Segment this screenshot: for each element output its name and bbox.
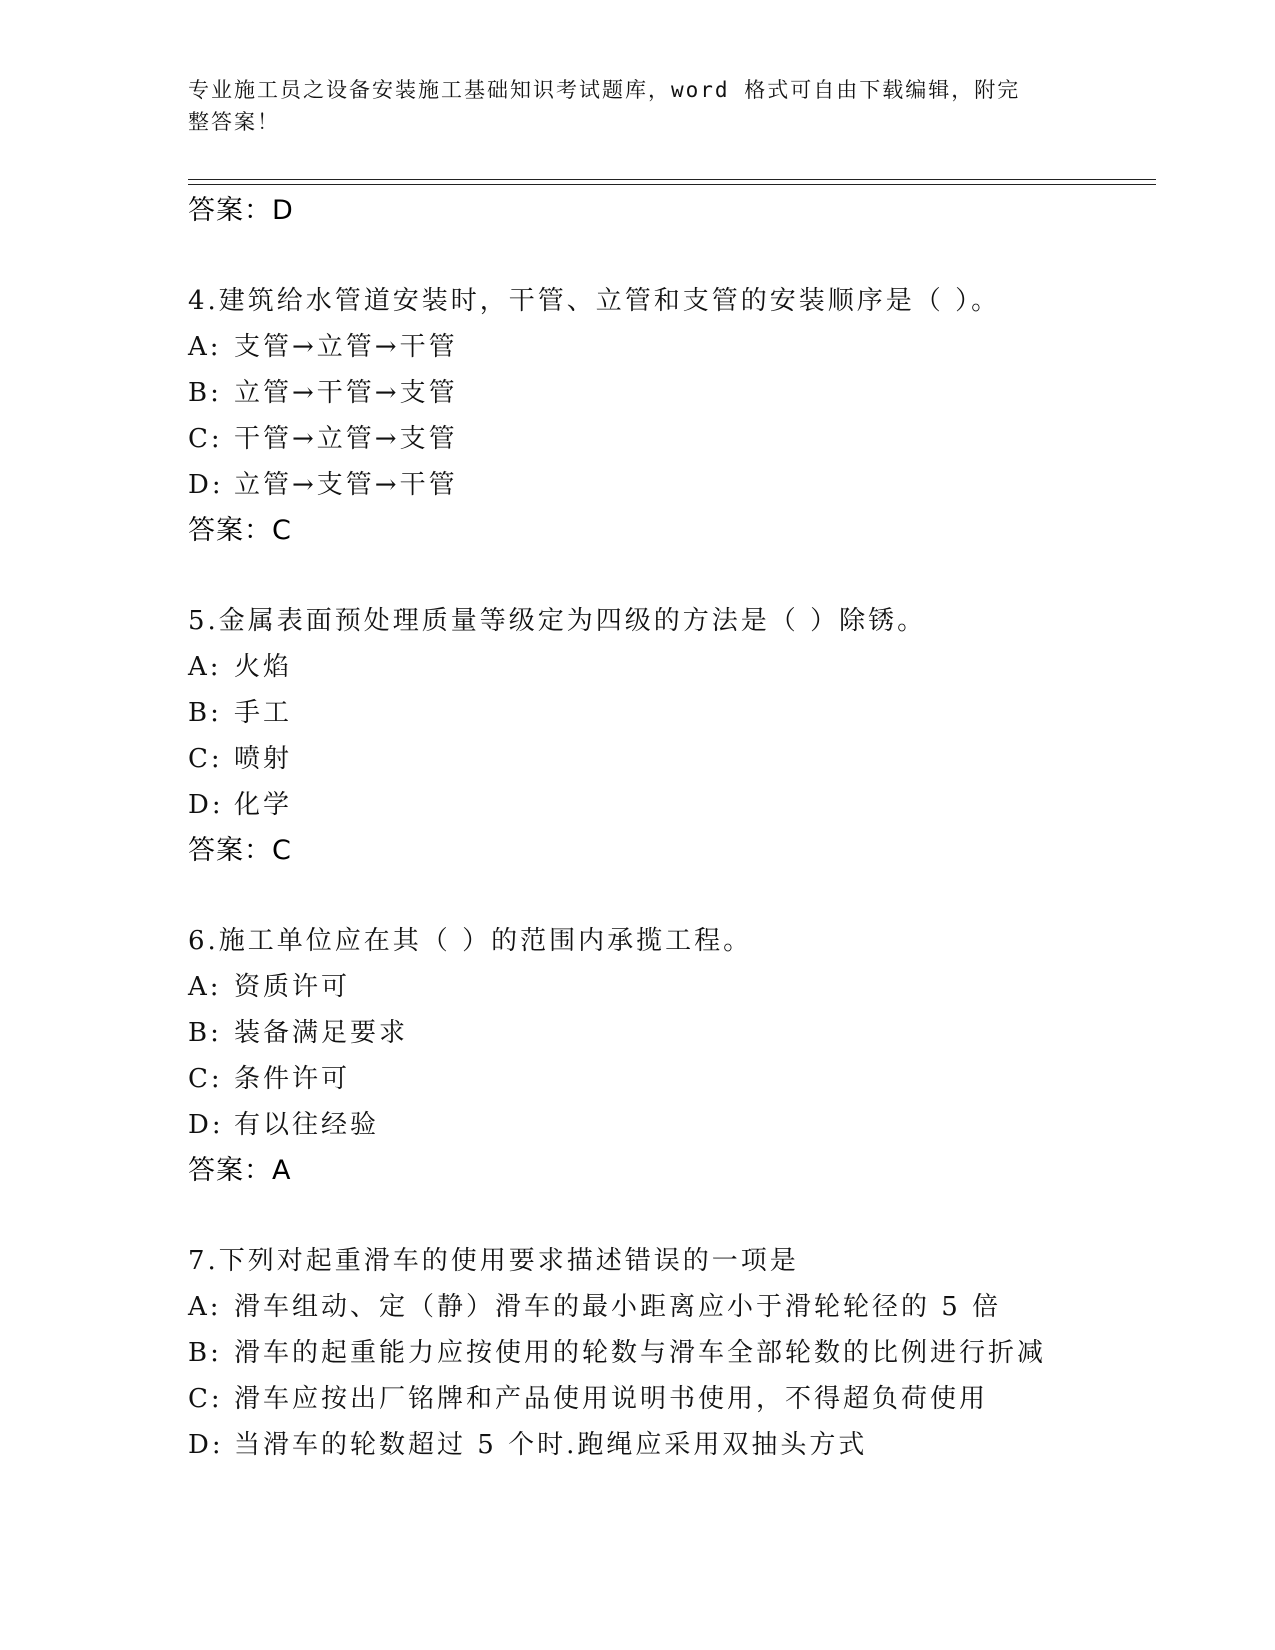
question-list xyxy=(188,188,1148,1468)
option-text: 滑车应按出厂铭牌和产品使用说明书使用，不得超负荷使用 xyxy=(234,1384,989,1414)
header-rule-top xyxy=(188,179,1156,180)
option-text: 滑车组动、定（静）滑车的最小距离应小于滑轮轮径的 5 倍 xyxy=(234,1292,1002,1322)
option-key: C: xyxy=(188,424,223,454)
previous-answer: 答案：D xyxy=(188,195,294,226)
option-text: 干管→立管→支管 xyxy=(234,424,458,454)
option-text: 手工 xyxy=(234,698,293,728)
question-text: 4.建筑给水管道安装时，干管、立管和支管的安装顺序是（ ）。 xyxy=(188,286,1001,316)
option-text: 支管→立管→干管 xyxy=(234,332,458,362)
question-block xyxy=(188,1238,1148,1468)
question-text: 6.施工单位应在其（ ）的范围内承揽工程。 xyxy=(188,926,753,956)
option-text: 装备满足要求 xyxy=(234,1018,409,1048)
question-text: 7.下列对起重滑车的使用要求描述错误的一项是 xyxy=(188,1246,799,1276)
option-row xyxy=(188,462,1148,508)
option-row xyxy=(188,964,1148,1010)
header-line-2: 整答案！ xyxy=(188,110,280,134)
question-block xyxy=(188,598,1148,874)
option-row xyxy=(188,644,1148,690)
option-key: C: xyxy=(188,744,223,774)
option-row xyxy=(188,690,1148,736)
option-text: 火焰 xyxy=(234,652,293,682)
option-key: D: xyxy=(188,470,224,500)
option-row xyxy=(188,324,1148,370)
header-rule-bottom xyxy=(188,184,1156,185)
option-text: 立管→支管→干管 xyxy=(234,470,458,500)
answer-line: 答案：C xyxy=(188,835,292,866)
option-row xyxy=(188,1056,1148,1102)
answer-line: 答案：C xyxy=(188,515,292,546)
option-key: D: xyxy=(188,1110,224,1140)
option-row xyxy=(188,1010,1148,1056)
answer-line: 答案：A xyxy=(188,1155,292,1186)
option-key: A: xyxy=(188,1292,222,1322)
option-text: 滑车的起重能力应按使用的轮数与滑车全部轮数的比例进行折减 xyxy=(234,1338,1047,1368)
option-text: 条件许可 xyxy=(234,1064,351,1094)
header-line-1: 专业施工员之设备安装施工基础知识考试题库，word 格式可自由下载编辑，附完 xyxy=(188,78,1021,102)
option-key: D: xyxy=(188,790,224,820)
option-text: 化学 xyxy=(234,790,293,820)
option-text: 喷射 xyxy=(234,744,293,774)
option-key: C: xyxy=(188,1064,223,1094)
document-header xyxy=(188,74,1068,138)
option-row xyxy=(188,1330,1148,1376)
option-key: A: xyxy=(188,652,222,682)
option-row xyxy=(188,416,1148,462)
option-text: 资质许可 xyxy=(234,972,351,1002)
option-key: C: xyxy=(188,1384,223,1414)
question-text: 5.金属表面预处理质量等级定为四级的方法是（ ）除锈。 xyxy=(188,606,927,636)
option-key: B: xyxy=(188,698,222,728)
option-row xyxy=(188,370,1148,416)
option-key: A: xyxy=(188,972,222,1002)
option-key: B: xyxy=(188,1018,222,1048)
option-key: B: xyxy=(188,1338,222,1368)
option-row xyxy=(188,736,1148,782)
option-text: 有以往经验 xyxy=(234,1110,380,1140)
option-key: A: xyxy=(188,332,222,362)
option-key: D: xyxy=(188,1430,224,1460)
question-block xyxy=(188,918,1148,1194)
option-row xyxy=(188,1102,1148,1148)
question-block xyxy=(188,278,1148,554)
option-row xyxy=(188,1376,1148,1422)
option-row xyxy=(188,782,1148,828)
option-text: 立管→干管→支管 xyxy=(234,378,458,408)
option-row xyxy=(188,1284,1148,1330)
option-key: B: xyxy=(188,378,222,408)
option-text: 当滑车的轮数超过 5 个时.跑绳应采用双抽头方式 xyxy=(234,1430,868,1460)
option-row xyxy=(188,1422,1148,1468)
